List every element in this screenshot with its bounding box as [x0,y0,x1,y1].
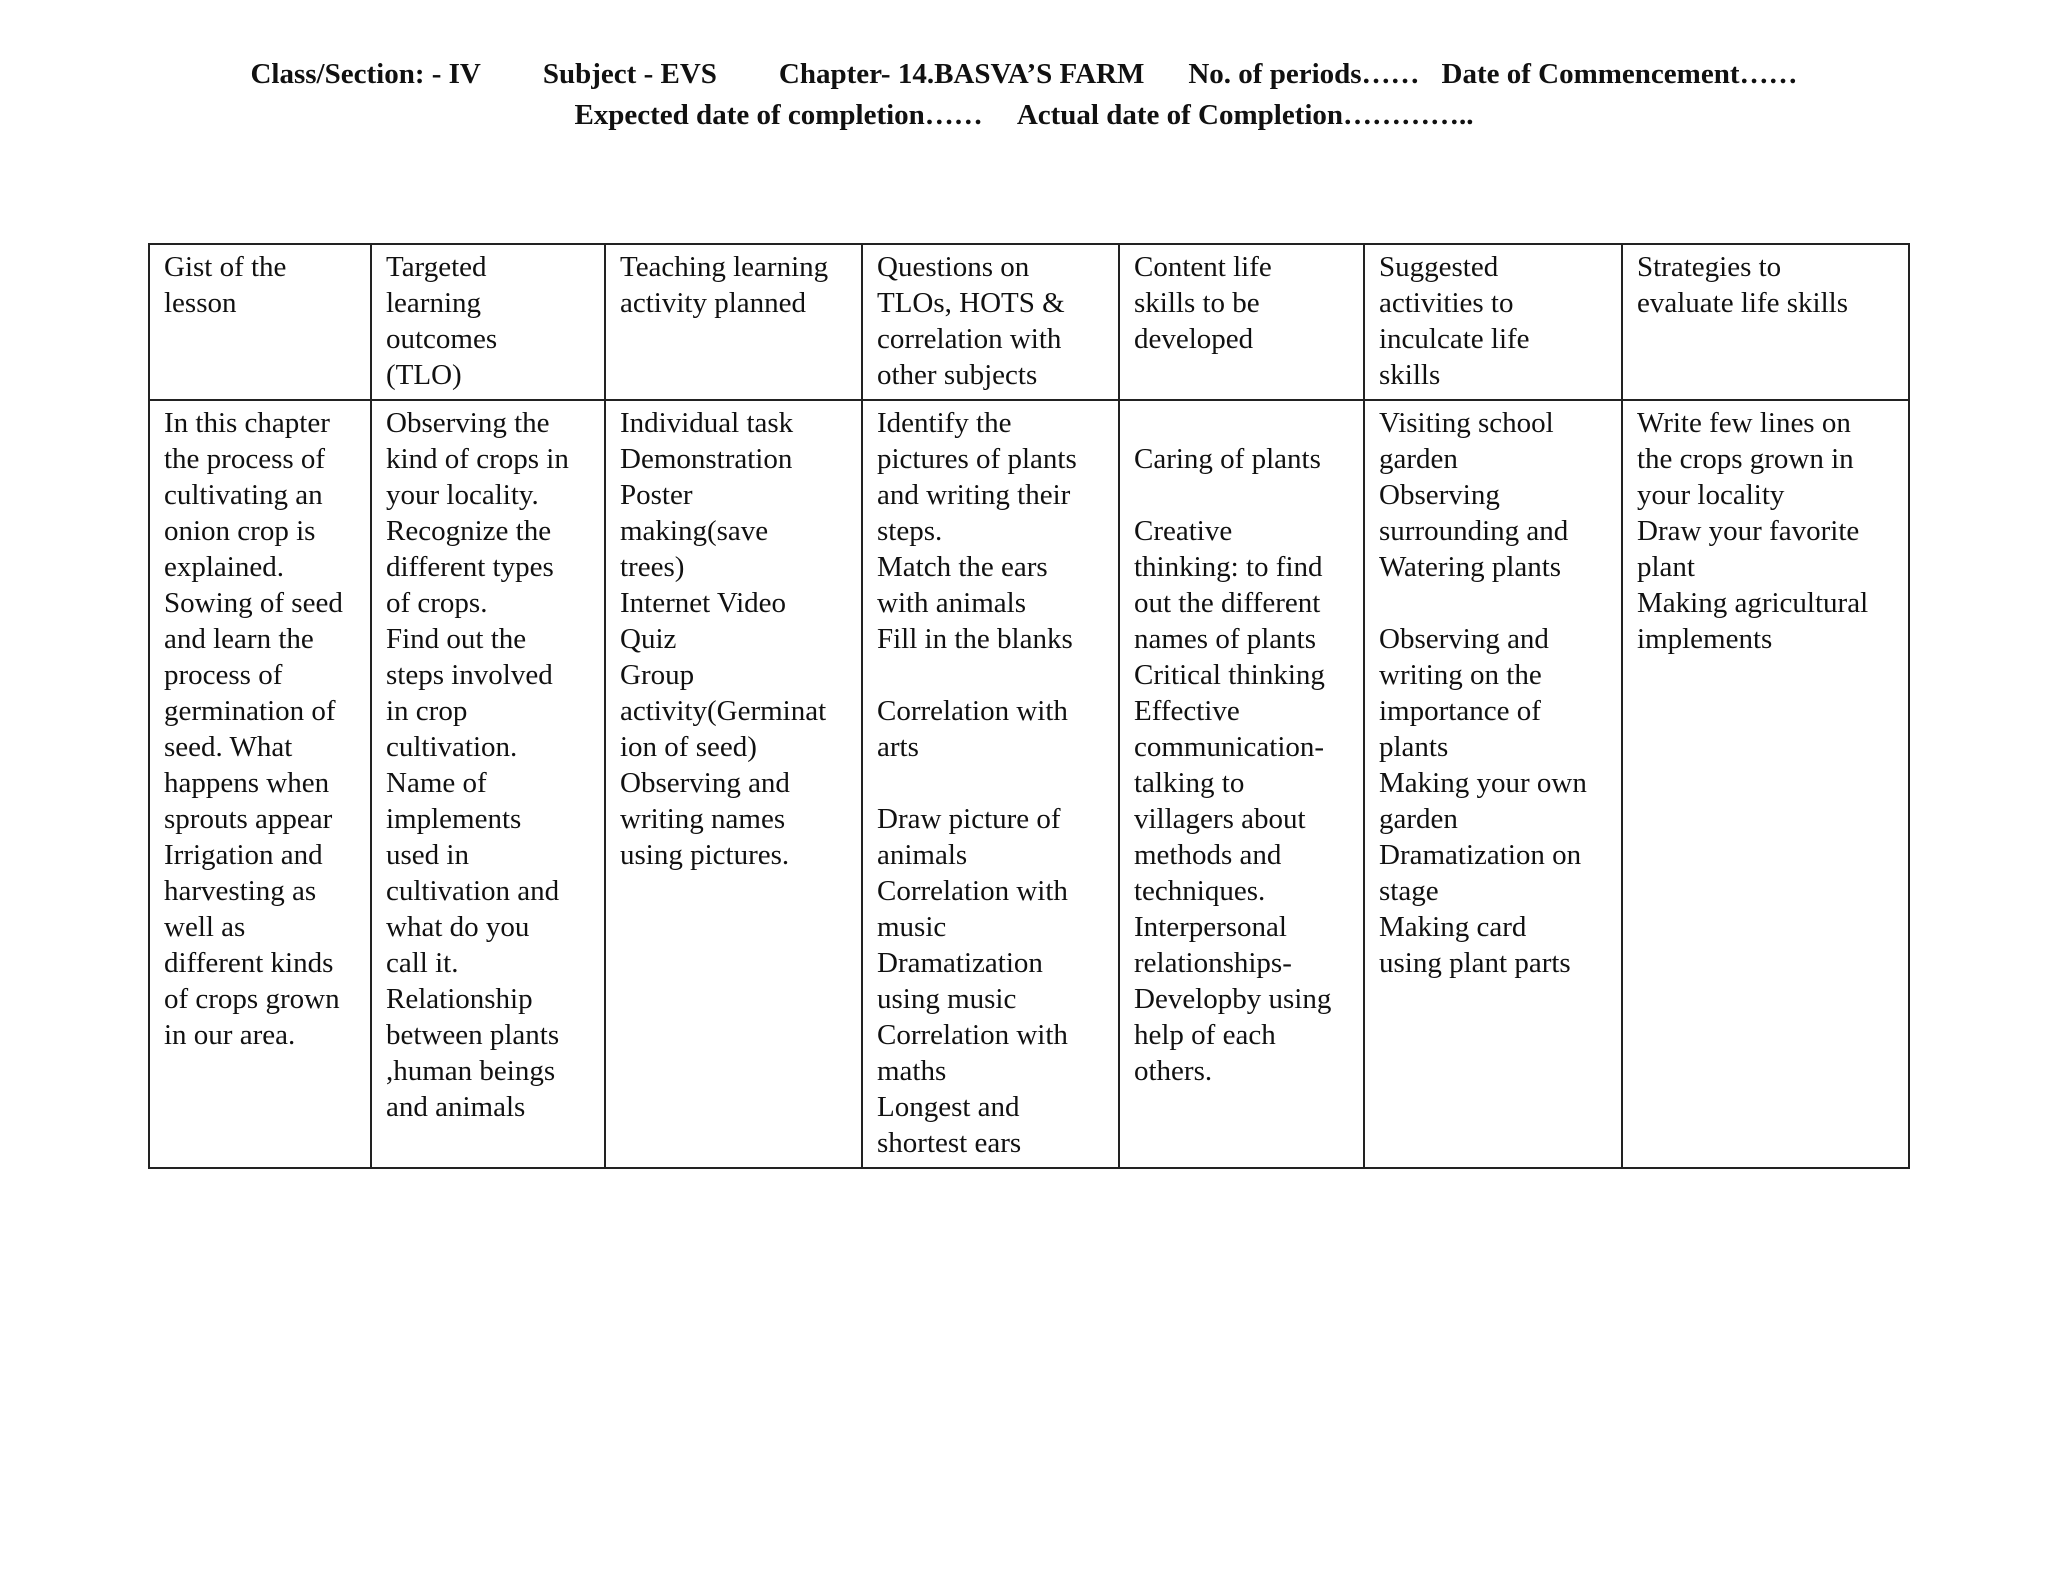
header-suggested-activities: Suggested activities to inculcate life skills [1364,244,1622,400]
actual-date-of-completion: Actual date of Completion………….. [1016,99,1474,131]
no-of-periods: No. of periods…… [1188,58,1420,90]
header-line-2 [0,95,2048,135]
date-of-commencement: Date of Commencement…… [1441,58,1798,90]
class-section: Class/Section: - IV [250,58,481,90]
cell-content-life-skills: Caring of plants Creative thinking: to find out the different names of plants Critical thinking Effective communication- talking to villagers about methods and techniques. Interpersonal relationships- Developby using help of each others. [1119,400,1364,1168]
cell-strategies-to-evaluate: Write few lines on the crops grown in your locality Draw your favorite plant Making agricultural implements [1622,400,1909,1168]
cell-suggested-activities: Visiting school garden Observing surrounding and Watering plants Observing and writing on the importance of plants Making your own garden Dramatization on stage Making card using plant parts [1364,400,1622,1168]
cell-targeted-learning-outcomes: Observing the kind of crops in your locality. Recognize the different types of crops. Find out the steps involved in crop cultivation. Name of implements used in cultivation and what do you call it. Relationship between plants ,human beings and animals [371,400,605,1168]
cell-gist: In this chapter the process of cultivating an onion crop is explained. Sowing of seed and learn the process of germination of seed. What happens when sprouts appear Irrigation and harvesting as well as different kinds of crops grown in our area. [149,400,371,1168]
header-content-life-skills: Content life skills to be developed [1119,244,1364,400]
header-questions: Questions on TLOs, HOTS & correlation with other subjects [862,244,1119,400]
header-strategies-to-evaluate: Strategies to evaluate life skills [1622,244,1909,400]
chapter: Chapter- 14.BASVA’S FARM [778,58,1145,90]
table-row [149,400,1909,1168]
subject: Subject - EVS [542,58,717,90]
header-gist: Gist of the lesson [149,244,371,400]
expected-date-of-completion: Expected date of completion…… [574,99,983,131]
lesson-plan-table [148,243,1910,1169]
header-targeted-learning-outcomes: Targeted learning outcomes (TLO) [371,244,605,400]
cell-questions: Identify the pictures of plants and writing their steps. Match the ears with animals Fill in the blanks Correlation with arts Draw picture of animals Correlation with music Dramatization using music Correlation with maths Longest and shortest ears [862,400,1119,1168]
header-teaching-learning-activity: Teaching learning activity planned [605,244,862,400]
header-line-1 [0,54,2048,94]
table-header-row [149,244,1909,400]
cell-teaching-learning-activity: Individual task Demonstration Poster making(save trees) Internet Video Quiz Group activity(Germinat ion of seed) Observing and writing names using pictures. [605,400,862,1168]
